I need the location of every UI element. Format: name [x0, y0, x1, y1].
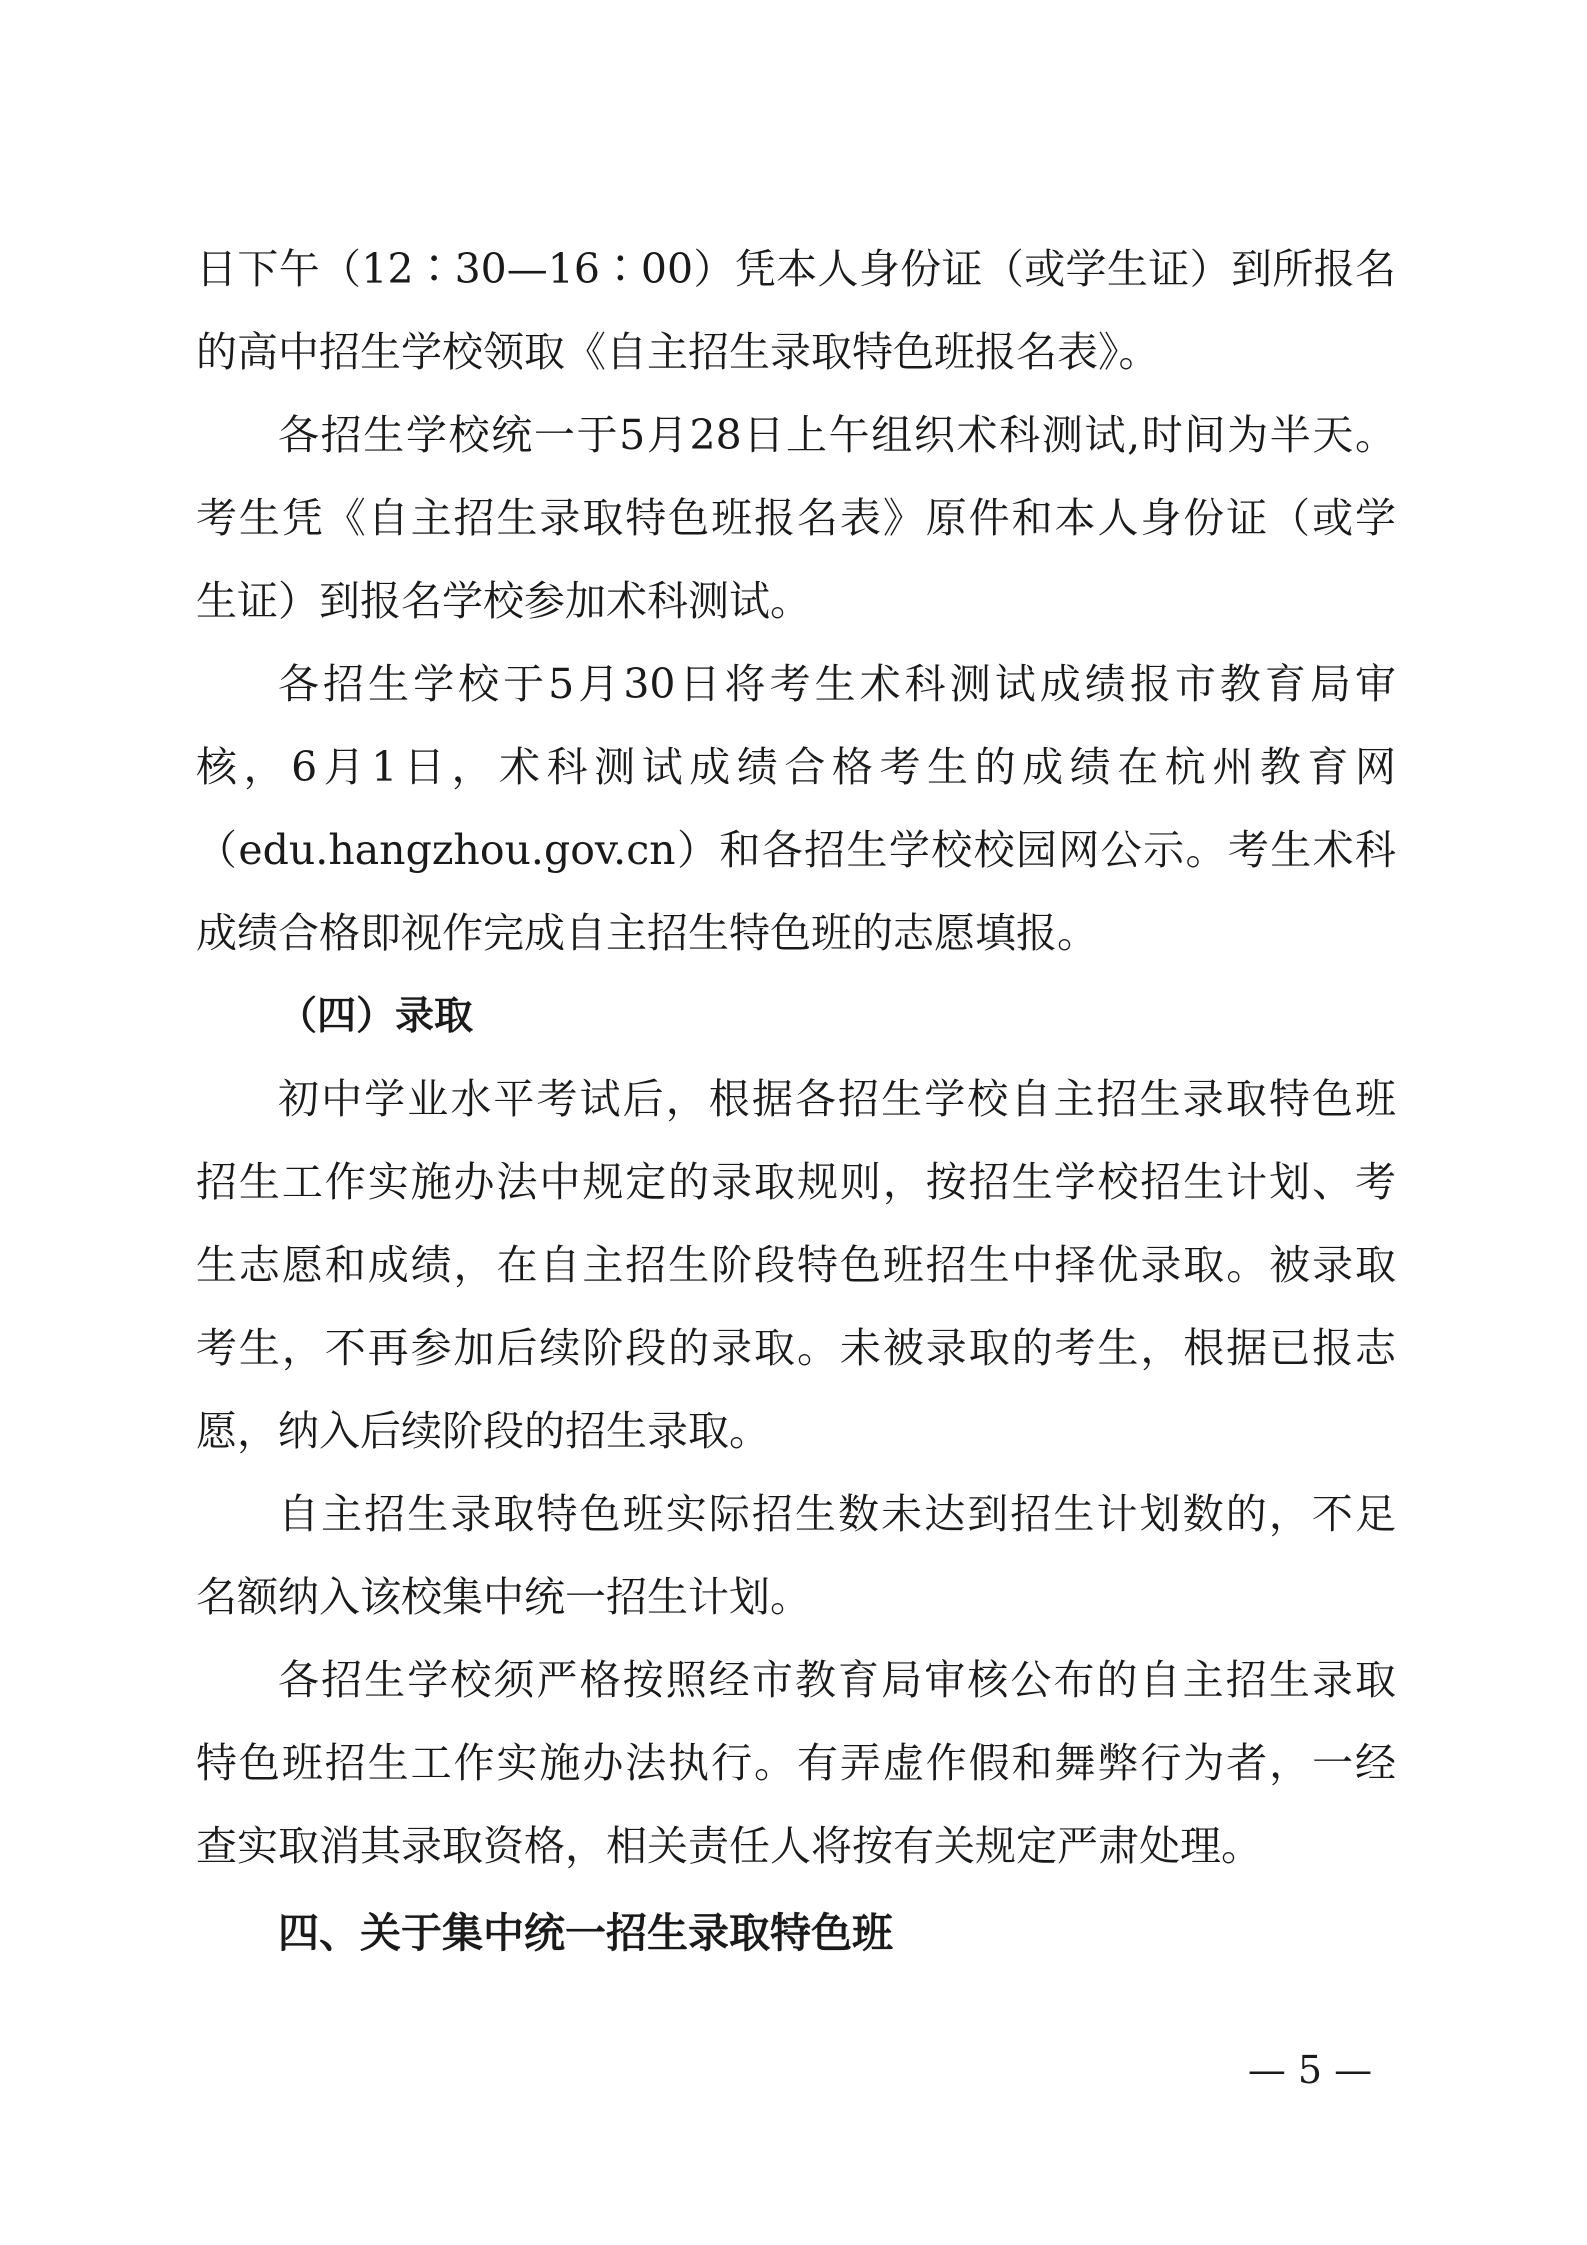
- paragraph-line: 名额纳入该校集中统一招生计划。: [196, 1573, 811, 1621]
- paragraph-line: 考生凭《自主招生录取特色班报名表》原件和本人身份证（或学: [196, 494, 1396, 542]
- paragraph-line: 初中学业水平考试后，根据各招生学校自主招生录取特色班: [278, 1075, 1396, 1123]
- paragraph-line: 的高中招生学校领取《自主招生录取特色班报名表》。: [196, 328, 1160, 376]
- section-subheading: （四）录取: [278, 994, 474, 1039]
- paragraph-line: 愿，纳入后续阶段的招生录取。: [196, 1407, 770, 1455]
- paragraph-line: 各招生学校于5月30日将考生术科测试成绩报市教育局审: [278, 660, 1396, 708]
- paragraph-line: 查实取消其录取资格，相关责任人将按有关规定严肃处理。: [196, 1822, 1262, 1870]
- section-heading: 四、关于集中统一招生录取特色班: [278, 1909, 893, 1957]
- paragraph-line: （edu.hangzhou.gov.cn）和各招生学校校园网公示。考生术科: [196, 826, 1396, 874]
- paragraph-line: 各招生学校统一于5月28日上午组织术科测试,时间为半天。: [278, 411, 1396, 459]
- paragraph-line: 各招生学校须严格按照经市教育局审核公布的自主招生录取: [278, 1656, 1396, 1704]
- paragraph-line: 招生工作实施办法中规定的录取规则，按招生学校招生计划、考: [196, 1158, 1396, 1206]
- paragraph-line: 核，6月1日，术科测试成绩合格考生的成绩在杭州教育网: [196, 743, 1396, 791]
- paragraph-line: 成绩合格即视作完成自主招生特色班的志愿填报。: [196, 909, 1098, 957]
- paragraph-line: 考生，不再参加后续阶段的录取。未被录取的考生，根据已报志: [196, 1324, 1396, 1372]
- paragraph-line: 生证）到报名学校参加术科测试。: [196, 577, 811, 625]
- paragraph-line: 自主招生录取特色班实际招生数未达到招生计划数的，不足: [278, 1490, 1396, 1538]
- paragraph-line: 特色班招生工作实施办法执行。有弄虚作假和舞弊行为者，一经: [196, 1739, 1396, 1787]
- paragraph-line: 生志愿和成绩，在自主招生阶段特色班招生中择优录取。被录取: [196, 1241, 1396, 1289]
- page-number: — 5 —: [1247, 2048, 1373, 2092]
- document-body: [196, 228, 1396, 1978]
- paragraph-line: 日下午（12∶30—16∶00）凭本人身份证（或学生证）到所报名: [196, 245, 1396, 293]
